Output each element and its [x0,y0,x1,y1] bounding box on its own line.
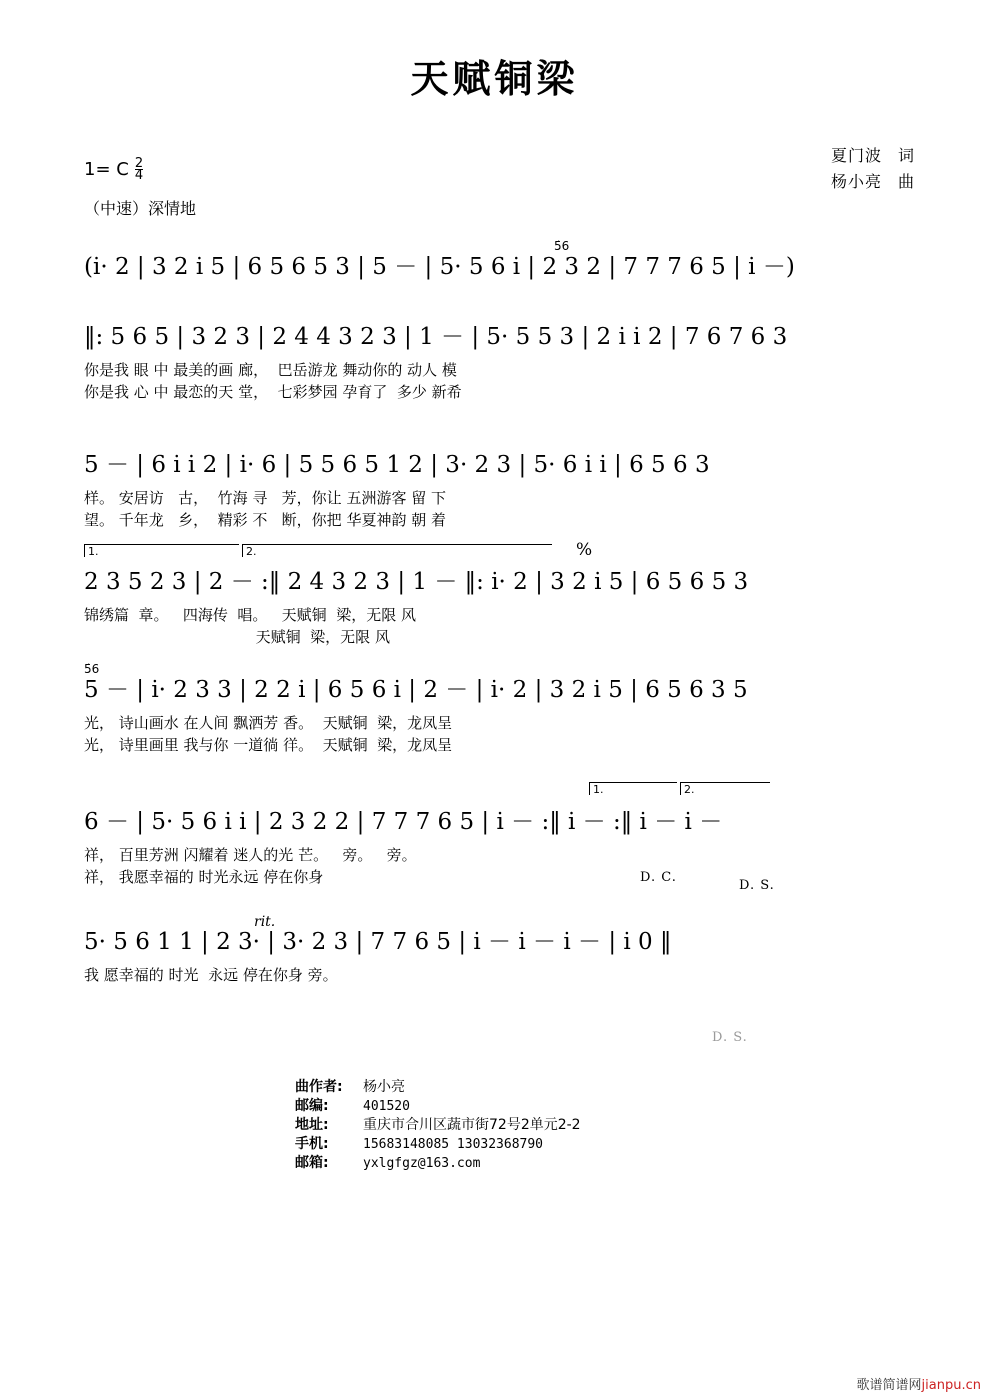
rit-mark: rit. [254,914,276,930]
composer-role: 曲 [897,172,914,191]
lyrics-verse-2b: 望。 千年龙 乡， 精彩 不 断，你把 华夏神韵 朝 着 [84,511,446,529]
time-signature-denominator: 4 [134,168,144,183]
notation-line: (i· 2 | 3 2 i 5 | 6 5 6 5 3 | 5 － | 5· 5 6 i | 2 3 2 | 7 7 7 6 5 | i －) [84,254,795,280]
lyrics-verse-2a: 样。 安居访 古， 竹海 寻 芳，你让 五洲游客 留 下 [84,489,446,507]
contact-row-postcode [295,1097,581,1116]
contact-block [295,1078,581,1173]
contact-label-postcode: 邮编: [295,1098,329,1114]
system-verse-2 [84,443,914,531]
system-chorus-2 [84,783,914,893]
composer-name: 杨小亮 [830,172,882,191]
watermark-url: jianpu.cn [921,1378,981,1393]
credit-composer [831,169,914,195]
system-coda [84,914,914,986]
credits-block [831,143,914,195]
contact-row-email [295,1154,581,1173]
watermark-site-name: 歌谱简谱网 [856,1378,922,1393]
tempo-mark-intro: 5̇6 [554,239,570,253]
lyrics-chorus-1b: 光， 诗里画里 我与你 一道徜 徉。 天赋铜 梁，龙凤呈 [84,736,453,754]
notation-line: 5 － | i· 2 3 3 | 2 2 i | 6 5 6 i | 2 － | i· 2 | 3 2 i 5 | 6 5 6 3 5 [84,677,748,703]
lyricist-role: 词 [897,146,914,165]
notation-line: 5 － | 6 i i 2 | i· 6 | 5 5 6 5 1 2 | 3· 2 3 | 5· 6 i i | 6 5 6 3 [84,452,710,478]
lyrics-verse-3a: 锦绣篇 章。 四海传 唱。 天赋铜 梁，无限 风 [84,606,416,624]
system-verse-3 [84,540,914,648]
contact-value-postcode: 401520 [363,1099,410,1114]
lyrics-verse-1a: 你是我 眼 中 最美的画 廊， 巴岳游龙 舞动你的 动人 模 [84,361,457,379]
contact-label-email: 邮箱: [295,1155,329,1171]
watermark [857,1374,981,1393]
contact-row-composer [295,1078,581,1097]
ds-mark: D. S. [739,878,775,893]
lyrics-verse-1b: 你是我 心 中 最恋的天 堂， 七彩梦园 孕育了 多少 新希 [84,383,462,401]
contact-label-phone: 手机: [295,1136,329,1152]
dc-mark: D. C. [640,870,677,885]
contact-label-address: 地址: [295,1117,329,1133]
notation-line: 6 － | 5· 5 6 i i | 2 3 2 2 | 7 7 7 6 5 | i － :‖ i － :‖ i － i － [84,809,723,835]
lyrics-verse-3b: 天赋铜 梁，无限 风 [84,628,390,646]
lyrics-coda: 我 愿幸福的 时光 永远 停在你身 旁。 [84,966,338,984]
notation-line: 5· 5 6 1 1 | 2 3· | 3· 2 3 | 7 7 6 5 | i － i － i － | i 0 ‖ [84,929,672,955]
ending-bracket-2: 2. [242,544,552,557]
lyrics-chorus-2a: 祥， 百里芳洲 闪耀着 迷人的光 芒。 旁。 旁。 [84,846,417,864]
page-title: 天赋铜梁 [410,57,579,101]
time-signature [135,158,143,181]
contact-value-address: 重庆市合川区蔬市街72号2单元2-2 [363,1117,581,1133]
lyrics-chorus-1a: 光， 诗山画水 在人间 飘洒芳 香。 天赋铜 梁，龙凤呈 [84,714,453,732]
contact-value-email: yxlgfgz@163.com [363,1156,481,1171]
contact-value-composer: 杨小亮 [363,1079,405,1095]
credit-lyricist [831,143,914,169]
contact-value-phone: 15683148085 13032368790 [363,1137,544,1152]
ending-bracket-2: 2. [680,782,770,795]
system-chorus-1 [84,662,914,756]
ending-bracket-1: 1. [589,782,677,795]
contact-row-address [295,1116,581,1135]
key-signature-text: 1= C [84,159,129,180]
ending-bracket-1: 1. [84,544,239,557]
lyrics-chorus-2b: 祥， 我愿幸福的 时光永远 停在你身 [84,868,324,886]
key-signature [84,158,143,181]
contact-row-phone [295,1135,581,1154]
tempo-mark-chorus: 5̇6 [84,662,100,676]
time-signature-numerator: 2 [134,156,144,171]
system-intro [84,239,914,289]
notation-line: 2 3 5 2 3 | 2 － :‖ 2 4 3 2 3 | 1 － ‖: i· 2 | 3 2 i 5 | 6 5 6 5 3 [84,569,749,595]
lyricist-name: 夏门波 [830,146,882,165]
ds-faint-mark: D. S. [712,1030,748,1045]
notation-line: ‖: 5 6 5 | 3 2 3 | 2 4 4 3 2 3 | 1 － | 5· 5 5 3 | 2 i i 2 | 7 6 7 6 3 [84,324,788,350]
segno-sign: % [576,540,593,560]
system-verse-1 [84,315,914,403]
contact-label-composer: 曲作者: [295,1079,343,1095]
tempo-expression: （中速）深情地 [84,199,197,218]
